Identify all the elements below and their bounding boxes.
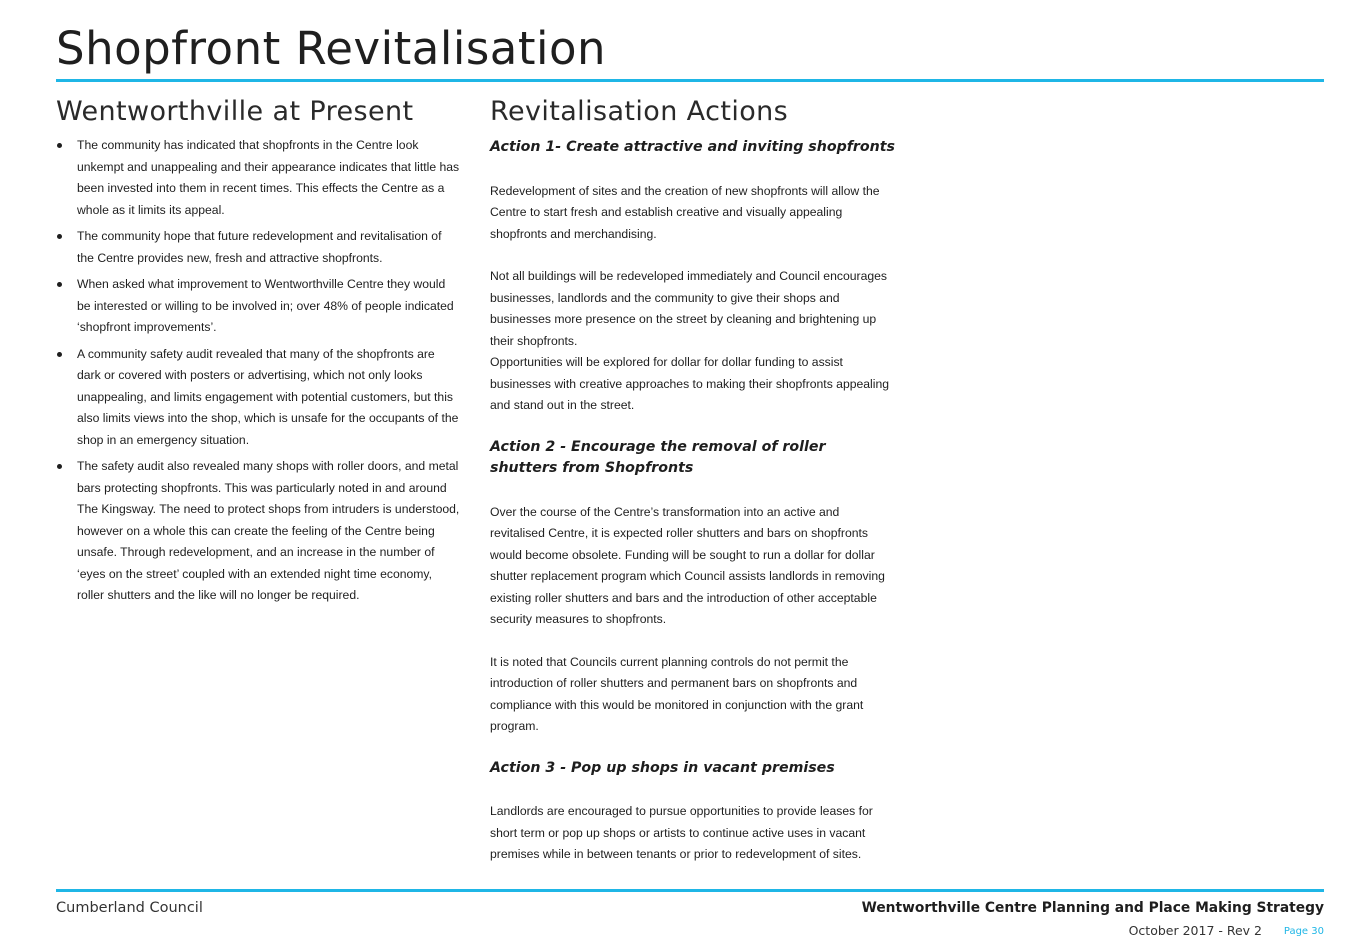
bullet-text: The community hope that future redevelopment and revitalisation of the Centre provides new, fresh and attractive shopfronts. <box>77 229 442 265</box>
bullet-icon <box>57 234 62 239</box>
footer-date: October 2017 - Rev 2 <box>1128 923 1262 938</box>
action-3-paragraph: Landlords are encouraged to pursue opportunities to provide leases for short term or pop up shops or artists to continue active uses in vacant premises while in between tenants or prior to redevelopment of sites. <box>490 804 873 861</box>
bullet-icon <box>57 352 62 357</box>
action-2-paragraph: It is noted that Councils current planning controls do not permit the introduction of roller shutters and permanent bars on shopfronts and compliance with this would be monitored in conjunction with the grant program. <box>490 654 864 733</box>
page-number: Page 30 <box>1283 926 1324 937</box>
present-column <box>56 94 461 612</box>
action-1-title: Action 1- Create attractive and inviting shopfronts <box>490 139 895 155</box>
bullet-text: The safety audit also revealed many shops with roller doors, and metal bars protecting shopfronts. This was particularly noted in and around The Kingsway. The need to protect shops from intruders is understood, however on a whole this can create the feeling of the Centre being unsafe. Through redevelopment, and an increase in the number of ‘eyes on the street’ coupled with an extended night time economy, roller shutters and the like will no longer be required. <box>77 459 460 602</box>
bullet-text: The community has indicated that shopfronts in the Centre look unkempt and unappealing and their appearance indicates that little has been invested into them in recent times. This effects the Centre as a whole as it limits its appeal. <box>77 138 460 217</box>
footer-organisation: Cumberland Council <box>56 900 203 916</box>
bullet-text: A community safety audit revealed that many of the shopfronts are dark or covered with posters or advertising, which not only looks unappealing, and limits engagement with potential customers, but this also limits views into the shop, which is unsafe for the occupants of the shop in an emergency situation. <box>77 346 459 447</box>
action-3 <box>490 758 895 866</box>
action-3-title: Action 3 - Pop up shops in vacant premises <box>490 759 835 776</box>
action-1-paragraph: Redevelopment of sites and the creation of new shopfronts will allow the Centre to start fresh and establish creative and visually appealing shopfronts and merchandising. <box>490 183 880 241</box>
header-divider <box>56 79 1324 82</box>
present-bullet-list <box>56 135 461 607</box>
footer-divider <box>56 889 1324 892</box>
bullet-item <box>56 456 461 607</box>
footer-document-title: Wentworthville Centre Planning and Place Making Strategy <box>861 900 1324 916</box>
bullet-icon <box>57 282 62 287</box>
actions-column <box>490 94 895 866</box>
bullet-item <box>56 274 461 339</box>
action-2 <box>490 437 895 738</box>
bullet-item <box>56 135 461 221</box>
action-1 <box>490 137 895 417</box>
bullet-item <box>56 226 461 269</box>
bullet-icon <box>57 464 62 469</box>
page-title: Shopfront Revitalisation <box>56 22 607 75</box>
bullet-text: When asked what improvement to Wentworthville Centre they would be interested or willing to be involved in; over 48% of people indicated ‘shopfront improvements’. <box>77 277 454 334</box>
action-2-title: Action 2 - Encourage the removal of roller shutters from Shopfronts <box>490 438 826 476</box>
present-heading: Wentworthville at Present <box>56 96 414 127</box>
bullet-item <box>56 344 461 452</box>
action-1-paragraph: Opportunities will be explored for dollar for dollar funding to assist businesses with creative approaches to making their shopfronts appealing and stand out in the street. <box>490 355 890 412</box>
actions-heading: Revitalisation Actions <box>490 96 789 127</box>
bullet-icon <box>57 143 62 148</box>
action-1-paragraph: Not all buildings will be redeveloped immediately and Council encourages businesses, landlords and the community to give their shops and businesses more presence on the street by cleaning and brightening up their shopfronts. <box>490 269 887 348</box>
action-2-paragraph: Over the course of the Centre’s transformation into an active and revitalised Centre, it is expected roller shutters and bars on shopfronts would become obsolete. Funding will be sought to run a dollar for dollar shutter replacement program which Council assists landlords in removing existing roller shutters and bars and the introduction of other acceptable security measures to shopfronts. <box>490 504 885 626</box>
